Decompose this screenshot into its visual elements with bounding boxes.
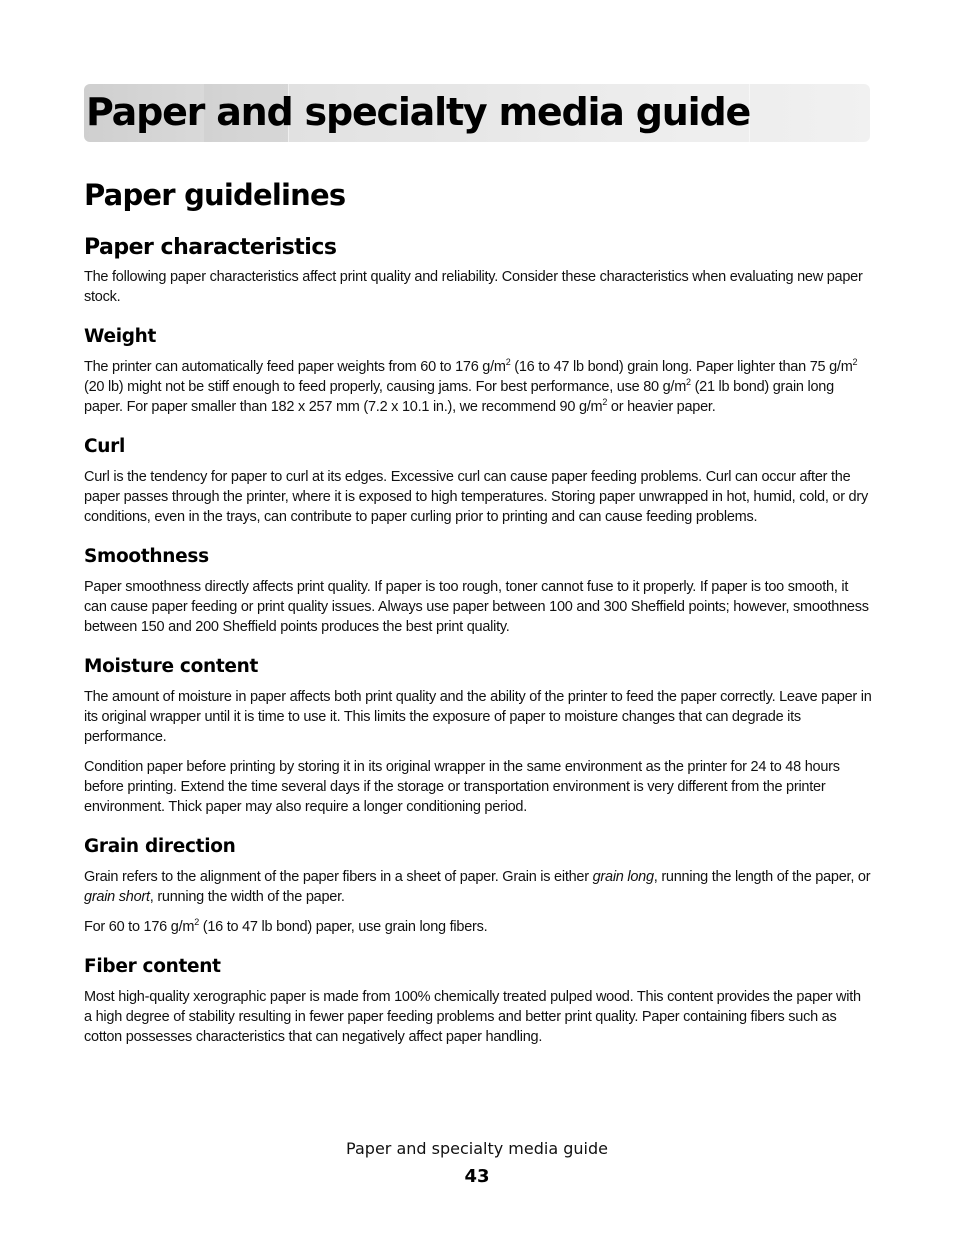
fiber-paragraph: Most high-quality xerographic paper is made from 100% chemically treated pulped wood. This content provides the paper with a high degree of stability resulting in fewer paper feeding problems and better print quality. Paper containing fibers such as cotton possesses characteristics that can negatively affect paper handling. [84, 989, 861, 1045]
grain-short-term: grain short [84, 889, 150, 905]
grain-paragraph-1 [84, 867, 872, 907]
curl-heading: Curl [84, 436, 126, 457]
weight-sup-3: 2 [686, 377, 691, 387]
weight-text-5: or heavier paper. [607, 399, 716, 415]
weight-text-3: (20 lb) might not be stiff enough to feed properly, causing jams. For best performance, use 80 g/m [84, 379, 687, 395]
weight-paragraph [84, 357, 872, 417]
fiber-heading: Fiber content [84, 956, 221, 977]
weight-text-1: The printer can automatically feed paper weights from 60 to 176 g/m [84, 359, 506, 375]
weight-sup-2: 2 [852, 357, 858, 367]
weight-heading: Weight [84, 326, 157, 347]
grain-p2-text-1: For 60 to 176 g/m [84, 919, 195, 935]
weight-text-2: (16 to 47 lb bond) grain long. Paper lighter than 75 g/m [510, 359, 853, 375]
footer-chapter-title: Paper and specialty media guide [346, 1139, 608, 1158]
grain-long-term: grain long [592, 869, 654, 885]
weight-sup-4: 2 [602, 397, 608, 407]
moisture-paragraph-1: The amount of moisture in paper affects both print quality and the ability of the printer to feed the paper correctly. Leave paper in its original wrapper until it is time to use it. This limits the exposure of paper to moisture changes that can degrade its performance. [84, 689, 872, 745]
intro-paragraph: The following paper characteristics affect print quality and reliability. Consider these characteristics when evaluating new paper stock. [84, 269, 863, 305]
curl-paragraph: Curl is the tendency for paper to curl at its edges. Excessive curl can cause paper feeding problems. Curl can occur after the paper passes through the printer, where it is exposed to high temperatures. Storing paper unwrapped in hot, humid, cold, or dry conditions, even in the trays, can contribute to paper curling prior to printing and can cause feeding problems. [84, 469, 868, 525]
smoothness-heading: Smoothness [84, 546, 209, 567]
chapter-title: Paper and specialty media guide [86, 90, 751, 134]
grain-text-1: Grain refers to the alignment of the paper fibers in a sheet of paper. Grain is either [84, 869, 593, 885]
grain-text-2: , running the length of the paper, or [653, 869, 871, 885]
weight-text-4: (21 lb bond) grain long paper. For paper smaller than 182 x 257 mm (7.2 x 10.1 in.), we recommend 90 g/m [84, 379, 834, 415]
weight-sup-1: 2 [505, 357, 511, 367]
grain-p2-sup: 2 [194, 917, 199, 927]
subsection-title: Paper characteristics [84, 235, 337, 260]
smoothness-paragraph: Paper smoothness directly affects print quality. If paper is too rough, toner cannot fuse to it properly. If paper is too smooth, it can cause paper feeding or print quality issues. Always use paper between 100 and 300 Sheffield points; however, smoothness between 150 and 200 Sheffield points produces the best print quality. [84, 579, 869, 635]
section-title: Paper guidelines [84, 178, 346, 212]
grain-text-3: , running the width of the paper. [149, 889, 345, 905]
grain-paragraph-2 [84, 917, 872, 937]
moisture-heading: Moisture content [84, 656, 259, 677]
grain-heading: Grain direction [84, 836, 236, 857]
page-number: 43 [464, 1166, 490, 1187]
grain-p2-text-2: (16 to 47 lb bond) paper, use grain long fibers. [198, 919, 488, 935]
page-content [84, 176, 872, 1057]
moisture-paragraph-2: Condition paper before printing by storing it in its original wrapper in the same environment as the printer for 24 to 48 hours before printing. Extend the time several days if the storage or transportation environment is very different from the printer environment. Thick paper may also require a longer conditioning period. [84, 759, 840, 815]
